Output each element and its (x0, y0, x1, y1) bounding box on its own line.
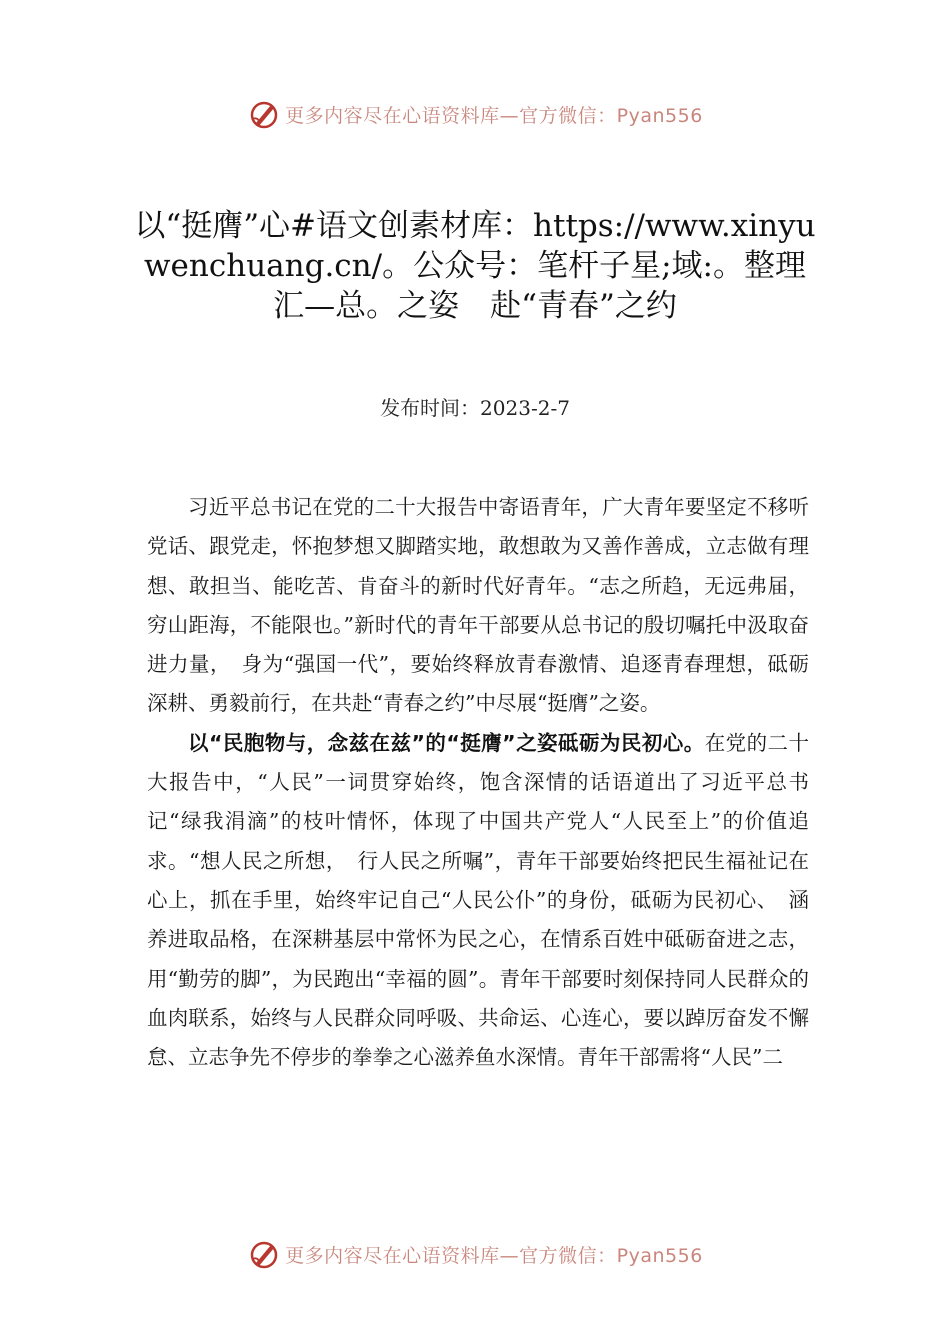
paragraph (147, 488, 809, 724)
pen-seal-logo-icon (247, 97, 281, 131)
document-body (147, 488, 809, 1077)
pen-seal-logo-icon (247, 1237, 281, 1271)
banner-text: 更多内容尽在心语资料库—官方微信：Pyan556 (285, 1244, 703, 1267)
document-title: 以“挺膺”心#语文创素材库：https://www.xinyuwenchuang.cn/。公众号：笔杆子星;域:。整理汇—总。之姿 赴“青春”之约 (134, 208, 816, 324)
banner-text: 更多内容尽在心语资料库—官方微信：Pyan556 (285, 104, 703, 127)
paragraph-lead: 以“民胞物与，念兹在兹”的“挺膺”之姿砥砺为民初心。 (188, 730, 705, 755)
paragraph (147, 724, 809, 1078)
paragraph-text: 习近平总书记在党的二十大报告中寄语青年，广大青年要坚定不移听党话、跟党走，怀抱梦想又脚踏实地，敢想敢为又善作善成，立志做有理想、敢担当、能吃苦、肯奋斗的新时代好青年。“志之所趋，无远弗届，穷山距海，不能限也。”新时代的青年干部要从总书记的殷切嘱托中汲取奋进力量， 身为“强国一代”，要始终释放青春激情、追逐青春理想，砥砺深耕、勇毅前行，在共赴“青春之约”中尽展“挺膺”之姿。 (147, 495, 809, 716)
header-banner (0, 92, 950, 136)
paragraph-text: 在党的二十大报告中，“人民”一词贯穿始终，饱含深情的话语道出了习近平总书记“绿我涓滴”的枝叶情怀，体现了中国共产党人“人民至上”的价值追求。“想人民之所想， 行人民之所嘱”，青年干部要始终把民生福祉记在心上，抓在手里，始终牢记自己“人民公仆”的身份，砥砺为民初心、 涵养进取品格，在深耕基层中常怀为民之心，在情系百姓中砥砺奋进之志，用“勤劳的脚”，为民跑出“幸福的圆”。青年干部要时刻保持同人民群众的血肉联系，始终与人民群众同呼吸、共命运、心连心，要以踔厉奋发不懈怠、立志争先不停步的拳拳之心滋养鱼水深情。青年干部需将“人民”二 (147, 730, 809, 1070)
footer-banner (0, 1232, 950, 1276)
publish-date: 发布时间：2023-2-7 (380, 396, 570, 420)
